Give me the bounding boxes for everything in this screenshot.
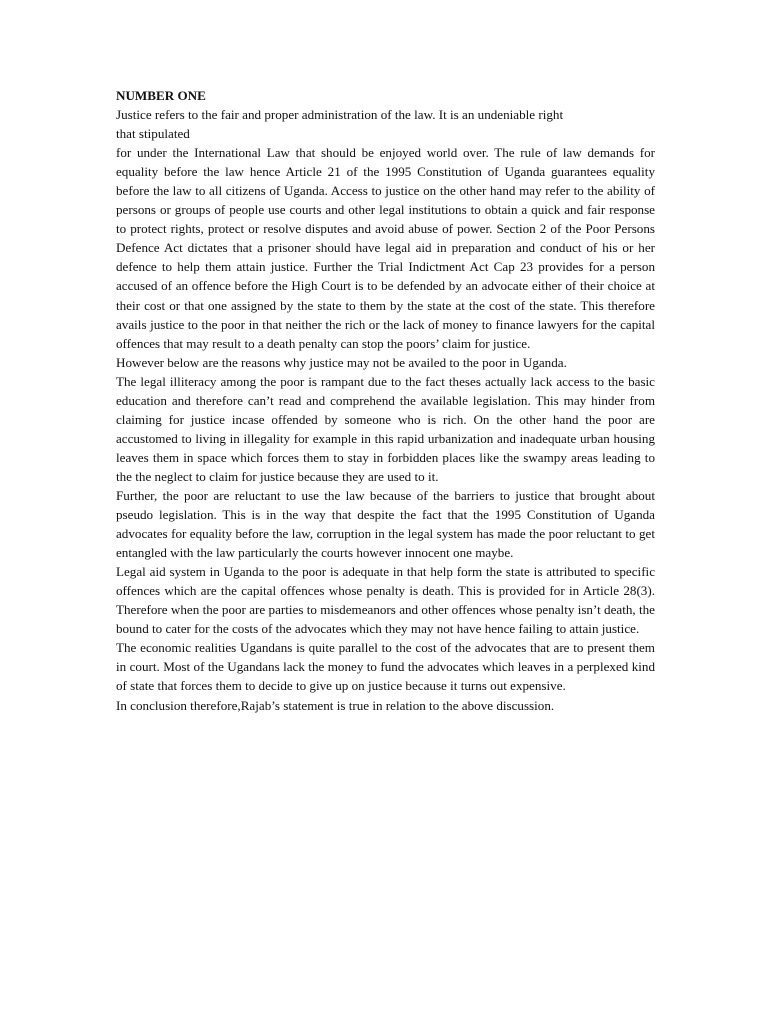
paragraph-reasons-intro: However below are the reasons why justice may not be availed to the poor in Uganda. <box>116 354 567 370</box>
document-page <box>116 86 655 715</box>
intro-line-1: Justice refers to the fair and proper administration of the law. It is an undeniable right <box>116 107 564 123</box>
paragraph-legal-illiteracy: The legal illiteracy among the poor is rampant due to the fact theses actually lack access to the basic education and therefore can’t read and comprehend the available legislation. This may hinder from claiming for justice incase offended by someone who is rich. On the other hand the poor are accustomed to living in illegality for example in this rapid urbanization and inadequate urban housing leaves them in space which forces them to stay in forbidden places like the swampy areas leading to the the neglect to claim for justice because they are used to it. <box>116 373 655 484</box>
paragraph-access-to-justice: for under the International Law that should be enjoyed world over. The rule of law demands for equality before the law hence Article 21 of the 1995 Constitution of Uganda guarantees equality before the law to all citizens of Uganda. Access to justice on the other hand may refer to the ability of persons or groups of people use courts and other legal institutions to obtain a quick and fair response to protect rights, protect or resolve disputes and avoid abuse of power. Section 2 of the Poor Persons Defence Act dictates that a prisoner should have legal aid in preparation and conduct of his or her defence to help them attain justice. Further the Trial Indictment Act Cap 23 provides for a person accused of an offence before the High Court is to be defended by an advocate either of their choice at their cost or that one assigned by the state to them by the state at the cost of the state. This therefore avails justice to the poor in that neither the rich or the lack of money to finance lawyers for the capital offences that may result to a death penalty can stop the poors’ claim for justice. <box>116 145 655 351</box>
paragraph-conclusion: In conclusion therefore,Rajab’s statement is true in relation to the above discussion. <box>116 697 555 713</box>
document-heading: NUMBER ONE <box>116 88 206 103</box>
intro-line-2: that stipulated <box>116 126 190 142</box>
paragraph-legal-aid-system: Legal aid system in Uganda to the poor is adequate in that help form the state is attributed to specific offences which are the capital offences whose penalty is death. This is provided for in Article 28(3). Therefore when the poor are parties to misdemeanors and other offences whose penalty isn’t death, the bound to cater for the costs of the advocates which they may not have hence failing to attain justice. <box>116 564 655 637</box>
paragraph-economic-realities: The economic realities Ugandans is quite parallel to the cost of the advocates that are to present them in court. Most of the Ugandans lack the money to fund the advocates which leaves in a perplexed kind of state that forces them to decide to give up on justice because it turns out expensive. <box>116 640 655 694</box>
paragraph-pseudo-legislation: Further, the poor are reluctant to use the law because of the barriers to justice that brought about pseudo legislation. This is in the way that despite the fact that the 1995 Constitution of Uganda advocates for equality before the law, corruption in the legal system has made the poor reluctant to get entangled with the law particularly the courts however innocent one maybe. <box>116 487 655 561</box>
